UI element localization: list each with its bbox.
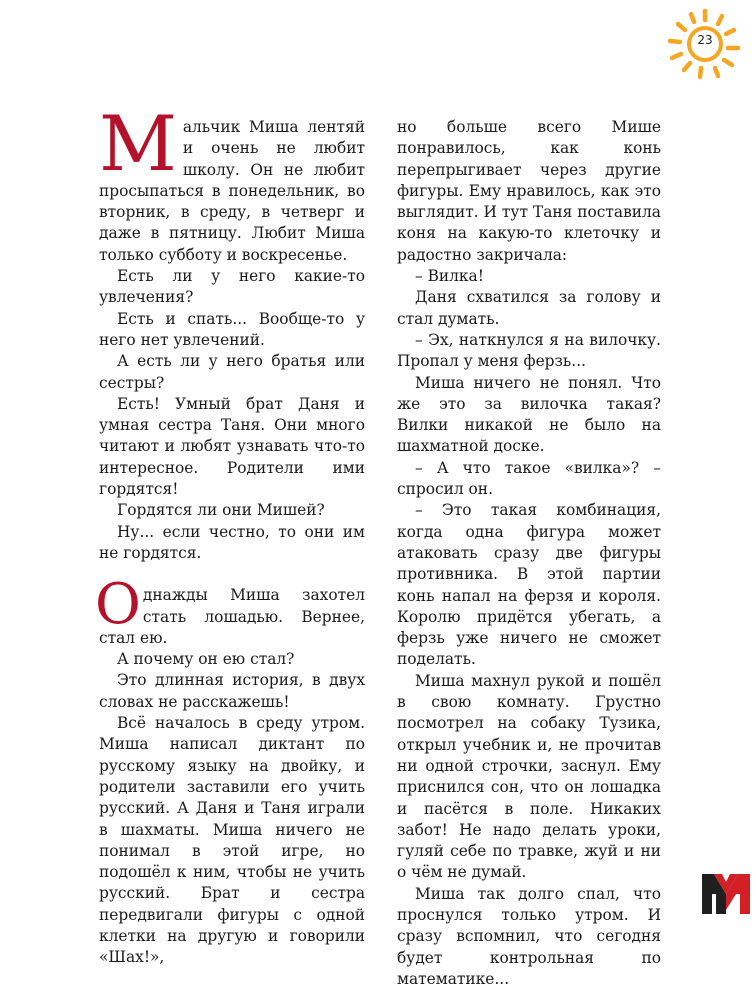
paragraph: Есть и спать... Вообще-то у него нет увлечений.	[99, 309, 365, 349]
paragraph: – Вилка!	[415, 267, 484, 286]
sun-page-badge	[664, 8, 744, 80]
page-number: 23	[697, 33, 713, 47]
drop-cap: М	[99, 99, 177, 188]
paragraph: – А что такое «вилка»? – спросил он.	[397, 458, 661, 499]
paragraph: Миша так долго спал, что проснулся только утром. И сразу вспомнил, что сегодня будет контрольная по математике...	[397, 884, 661, 988]
paragraph: А почему он ею стал?	[117, 650, 295, 669]
right-column	[397, 117, 661, 990]
paragraph: Есть! Умный брат Даня и умная сестра Таня. Они много читают и любят узнавать что-то интересное. Родители ими гордятся!	[99, 394, 365, 499]
paragraph: Однажды Миша захотел стать лошадью. Вернее, стал ею.	[95, 572, 365, 647]
paragraph: Мальчик Миша лентяй и очень не любит школу. Он не любит просыпаться в понедельник, во вторник, в среду, в четверг и даже в пятницу. Любит Миша только субботу и воскресенье.	[99, 99, 365, 264]
m-logo-icon	[700, 870, 752, 916]
paragraph: – Эх, наткнулся я на вилочку. Пропал у меня ферзь...	[397, 330, 661, 371]
paragraph: Гордятся ли они Мишей?	[117, 501, 325, 520]
paragraph: Даня схватился за голову и стал думать.	[397, 288, 661, 328]
paragraph: но больше всего Мише понравилось, как конь перепрыгивает через другие фигуры. Ему нравилось, как это выглядит. И тут Таня поставила коня на какую-то клеточку и радостно закричала:	[397, 118, 661, 264]
paragraph: Всё началось в среду утром. Миша написал диктант по русскому языку на двойку, и родители заставили его учить русский. А Даня и Таня играли в шахматы. Миша ничего не понимал в этой игре, но подошёл к ним, чтобы не учить русский. Брат и сестра передвигали фигуры с одной клетки на другую и говорили «Шах!»,	[99, 714, 365, 967]
paragraph: Это длинная история, в двух словах не расскажешь!	[99, 671, 365, 711]
publisher-m-logo	[700, 870, 752, 916]
drop-cap: О	[95, 572, 141, 638]
paragraph: Ну... если честно, то они им не гордятся.	[99, 522, 365, 562]
paragraph: Есть ли у него какие-то увлечения?	[99, 267, 365, 307]
paragraph: – Это такая комбинация, когда одна фигура может атаковать сразу две фигуры противника. В этой партии конь напал на ферзя и короля. Королю придётся убегать, а ферзь уже ничего не сможет поделать.	[397, 501, 661, 669]
paragraph: Миша ничего не понял. Что же это за вилочка такая? Вилки никакой не было на шахматной доске.	[397, 373, 661, 456]
left-column	[95, 99, 365, 969]
paragraph: Миша махнул рукой и пошёл в свою комнату. Грустно посмотрел на собаку Тузика, открыл учебник и, не прочитав ни одной строчки, заснул. Ему приснился сон, что он лошадка и пасётся в поле. Никаких забот! Не надо делать уроки, гуляй себе по травке, жуй и ни о чём не думай.	[397, 671, 661, 882]
paragraph: А есть ли у него братья или сестры?	[99, 352, 365, 392]
